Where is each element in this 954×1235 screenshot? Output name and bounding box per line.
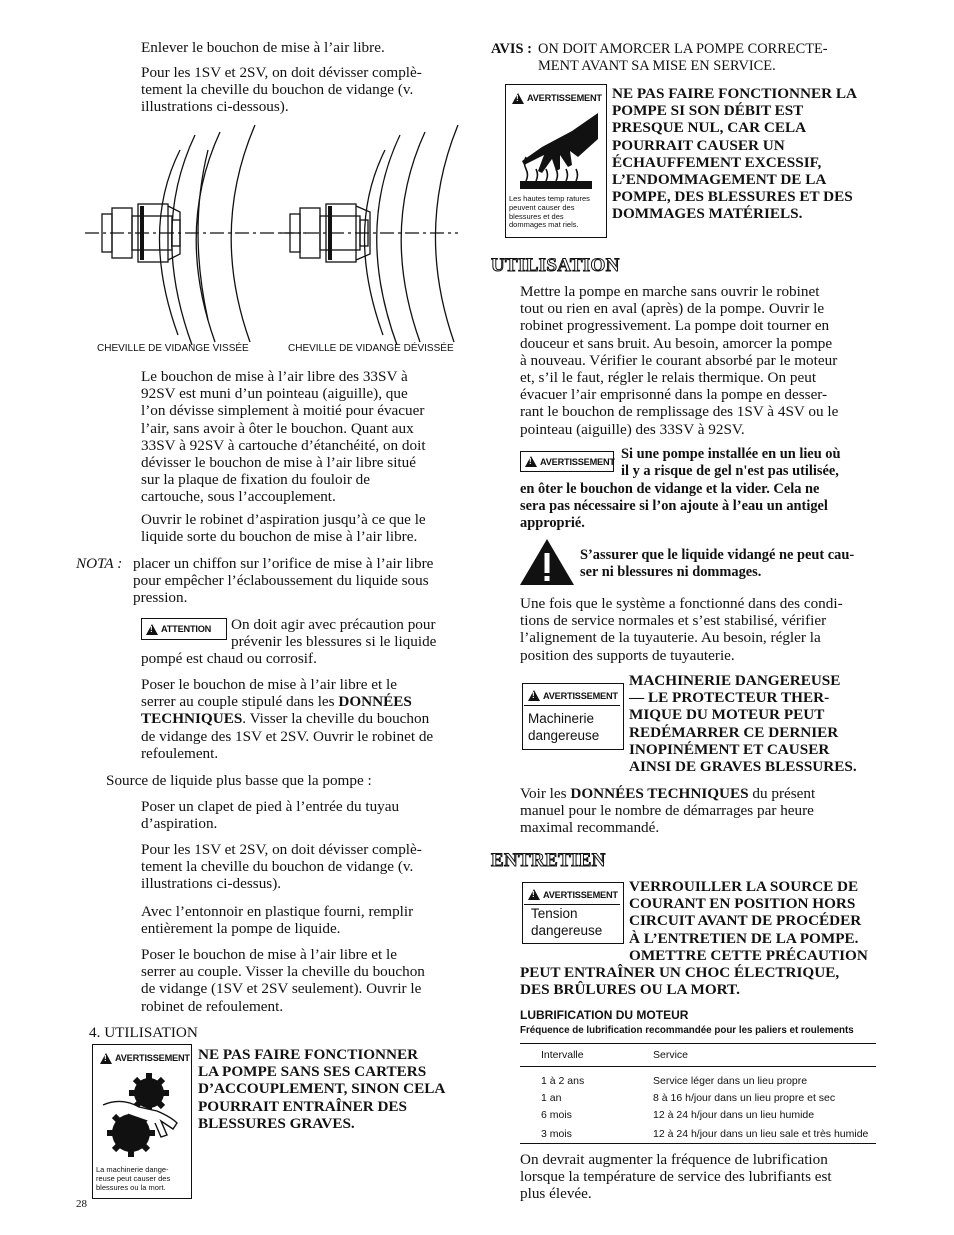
attention-text-1: On doit agir avec précaution pour prévenir les blessures si le liquide [231, 616, 437, 651]
lockout-warning-text-2: PEUT ENTRAÎNER UN CHOC ÉLECTRIQUE, DES BRÛLURES OU LA MORT. [520, 964, 840, 999]
table-row: 1 à 2 ans [541, 1075, 585, 1087]
para-foot-valve: Poser un clapet de pied à l’entrée du tuyau d’aspiration. [141, 798, 400, 833]
lub-intervals [541, 1073, 584, 1143]
table-row: 3 mois [541, 1128, 572, 1141]
lubrication-table-header-rule [520, 1066, 876, 1067]
utilisation-heading: UTILISATION [491, 255, 620, 276]
dangerous-voltage-warning-box [522, 882, 624, 944]
lub-services [653, 1073, 868, 1143]
freeze-warning-text-1: Si une pompe installée en un lieu où il y a risque de gel n'est pas utilisée, [621, 446, 841, 480]
low-flow-warning-text: NE PAS FAIRE FONCTIONNER LA POMPE SI SON DÉBIT EST PRESQUE NUL, CAR CELA POURRAIT CAUSER UN ÉCHAUFFEMENT EXCESSIF, L’ENDOMMAGEMENT DE LA POMPE, DES BLESSURES ET DES DOMMAGES MATÉRIELS. [612, 85, 857, 223]
drain-liquid-warning-text: S’assurer que le liquide vidangé ne peut cau- ser ni blessures ni dommages. [580, 547, 855, 581]
table-row: Service léger dans un lieu propre [653, 1075, 808, 1087]
table-row: 6 mois [541, 1108, 572, 1121]
lubrication-table-top-rule [520, 1043, 876, 1044]
section-4-utilisation: 4. UTILISATION [89, 1024, 198, 1041]
machinery-warning-caption: La machinerie dange- reuse peut causer des blessures ou la mort. [96, 1165, 171, 1192]
avis-label: AVIS : [491, 41, 532, 57]
source-lower-heading: Source de liquide plus basse que la pompe : [106, 772, 372, 789]
machinery-warning-tag: ! AVERTISSEMENT [96, 1049, 186, 1067]
warning-triangle-icon [525, 456, 537, 467]
nota-label: NOTA : [76, 555, 123, 572]
lub-header-service: Service [653, 1049, 689, 1061]
dangerous-machinery-warning-box [522, 683, 624, 750]
para-remove-vent-plug: Enlever le bouchon de mise à l’air libre. [141, 39, 385, 56]
lubrication-title: LUBRIFICATION DU MOTEUR [520, 1008, 689, 1022]
lubrication-table-bottom-rule [520, 1143, 876, 1144]
drain-plug-illustration [80, 120, 460, 345]
warning-triangle-icon [100, 1053, 112, 1064]
voir-donnees-paragraph: Voir les DONNÉES TECHNIQUES du présent manuel pour le nombre de démarrages par heure maximal recommandé. [520, 785, 816, 837]
dangerous-machinery-caption: Machinerie dangereuse [528, 711, 600, 743]
warning-triangle-icon [518, 537, 576, 587]
page-number: 28 [76, 1198, 87, 1210]
para-torque-plug: Poser le bouchon de mise à l’air libre et le serrer au couple. Visser la cheville du bouchon de vidange (1SV et 2SV seulement). Ouvrir le robinet de refoulement. [141, 946, 425, 1015]
table-row: 8 à 16 h/jour dans un lieu propre et sec [653, 1091, 836, 1104]
thermal-protector-warning-text: MACHINERIE DANGEREUSE — LE PROTECTEUR THER- MIQUE DU MOTEUR PEUT REDÉMARRER CE DERNIER INOPINÉMENT ET CAUSER AINSI DE GRAVES BLESSURES. [629, 672, 857, 776]
system-stabilized-paragraph: Une fois que le système a fonctionné dans des condi- tions de service normales et s’est stabilisé, vérifier l’alignement de la tuyauterie. Au besoin, régler la position des supports de tuyauterie. [520, 595, 843, 664]
entretien-heading: ENTRETIEN [491, 850, 606, 871]
freeze-warning-tag: ! AVERTISSEMENT [520, 451, 614, 472]
warning-triangle-icon [146, 624, 158, 635]
table-row: 12 à 24 h/jour dans un lieu humide [653, 1108, 815, 1121]
hot-surface-warning-box [505, 84, 607, 238]
fig-caption-unscrewed: CHEVILLE DE VIDANGE DÉVISSÉE [288, 343, 454, 354]
dangerous-voltage-caption: Tension dangereuse [531, 906, 603, 938]
para-open-suction-valve: Ouvrir le robinet d’aspiration jusqu’à ce que le liquide sorte du bouchon de mise à l’air libre. [141, 511, 426, 546]
para-install-vent-plug: Poser le bouchon de mise à l’air libre et le serrer au couple stipulé dans les DONNÉES TECHNIQUES. Visser la cheville du bouchon de vidange des 1SV et 2SV. Ouvrir le robinet de refoulement. [141, 676, 434, 762]
para-1sv-2sv-drain: Pour les 1SV et 2SV, on doit dévisser complè- tement la cheville du bouchon de vidange (v. illustrations ci-dessous). [141, 64, 422, 116]
lub-header-interval: Intervalle [541, 1049, 584, 1061]
para-funnel: Avec l’entonnoir en plastique fourni, remplir entièrement la pompe de liquide. [141, 903, 414, 938]
dangerous-voltage-tag: ! AVERTISSEMENT [524, 885, 620, 905]
freeze-warning-text-2: en ôter le bouchon de vidange et la vider. Cela ne sera pas nécessaire si l’on ajoute à l’eau un antigel approprié. [520, 481, 828, 532]
machinery-warning-box [92, 1044, 192, 1199]
warning-triangle-icon [528, 690, 540, 701]
para-1sv-2sv-drain-2: Pour les 1SV et 2SV, on doit dévisser complè- tement la cheville du bouchon de vidange (v. illustrations ci-dessus). [141, 841, 422, 893]
lubrication-frequency-paragraph: On devrait augmenter la fréquence de lubrification lorsque la température de service des lubrifiants est plus élevée. [520, 1151, 832, 1203]
coupling-guard-warning-text: NE PAS FAIRE FONCTIONNER LA POMPE SANS SES CARTERS D’ACCOUPLEMENT, SINON CELA POURRAIT ENTRAÎNER DES BLESSURES GRAVES. [198, 1046, 446, 1132]
para-33sv-92sv: Le bouchon de mise à l’air libre des 33SV à 92SV est muni d’un pointeau (aiguille), que l’on dévisse simplement à moitié pour évacuer l’air, sans avoir à ôter le bouchon. Quant aux 33SV à 92SV à cartouche d’étanchéité, on doit dévisser le bouchon de mise à l’air libre situé sur la plaque de fixation du fouloir de cartouche, sous l’accouplement. [141, 368, 426, 506]
utilisation-paragraph: Mettre la pompe en marche sans ouvrir le robinet tout ou rien en aval (après) de la pompe. Ouvrir le robinet progressivement. La pompe doit tourner en douceur et sans bruit. Au besoin, amorcer la pompe à nouveau. Vérifier le courant absorbé par le moteur et, s’il le faut, régler le relais thermique. On peut évacuer l’air emprisonné dans la pompe en desser- rant le bouchon de remplissage des 1SV à 4SV ou le pointeau (aiguille) des 33SV à 92SV. [520, 283, 839, 438]
attention-tag: ! ATTENTION [141, 618, 227, 640]
warning-triangle-icon [512, 93, 524, 104]
table-row: 1 an [541, 1091, 562, 1104]
attention-text-2: pompé est chaud ou corrosif. [141, 650, 317, 667]
avis-text: ON DOIT AMORCER LA POMPE CORRECTE- MENT AVANT SA MISE EN SERVICE. [538, 41, 828, 75]
nota-text: placer un chiffon sur l’orifice de mise à l’air libre pour empêcher l’éclaboussement du liquide sous pression. [133, 555, 434, 607]
table-row: 12 à 24 h/jour dans un lieu sale et très humide [653, 1128, 869, 1141]
gears-hand-icon [101, 1071, 185, 1163]
hot-surface-hand-icon [512, 109, 600, 191]
hot-surface-caption: Les hautes temp ratures peuvent causer des blessures et des dommages mat riels. [509, 194, 590, 230]
lubrication-subtitle: Fréquence de lubrification recommandée pour les paliers et roulements [520, 1025, 854, 1036]
warning-triangle-icon [528, 889, 540, 900]
lockout-warning-text-1: VERROUILLER LA SOURCE DE COURANT EN POSITION HORS CIRCUIT AVANT DE PROCÉDER À L’ENTRETIEN DE LA POMPE. OMETTRE CETTE PRÉCAUTION [629, 878, 868, 964]
fig-caption-screwed: CHEVILLE DE VIDANGE VISSÉE [97, 343, 249, 354]
dangerous-machinery-tag: ! AVERTISSEMENT [524, 686, 620, 706]
hot-surface-warning-tag: ! AVERTISSEMENT [508, 89, 602, 107]
